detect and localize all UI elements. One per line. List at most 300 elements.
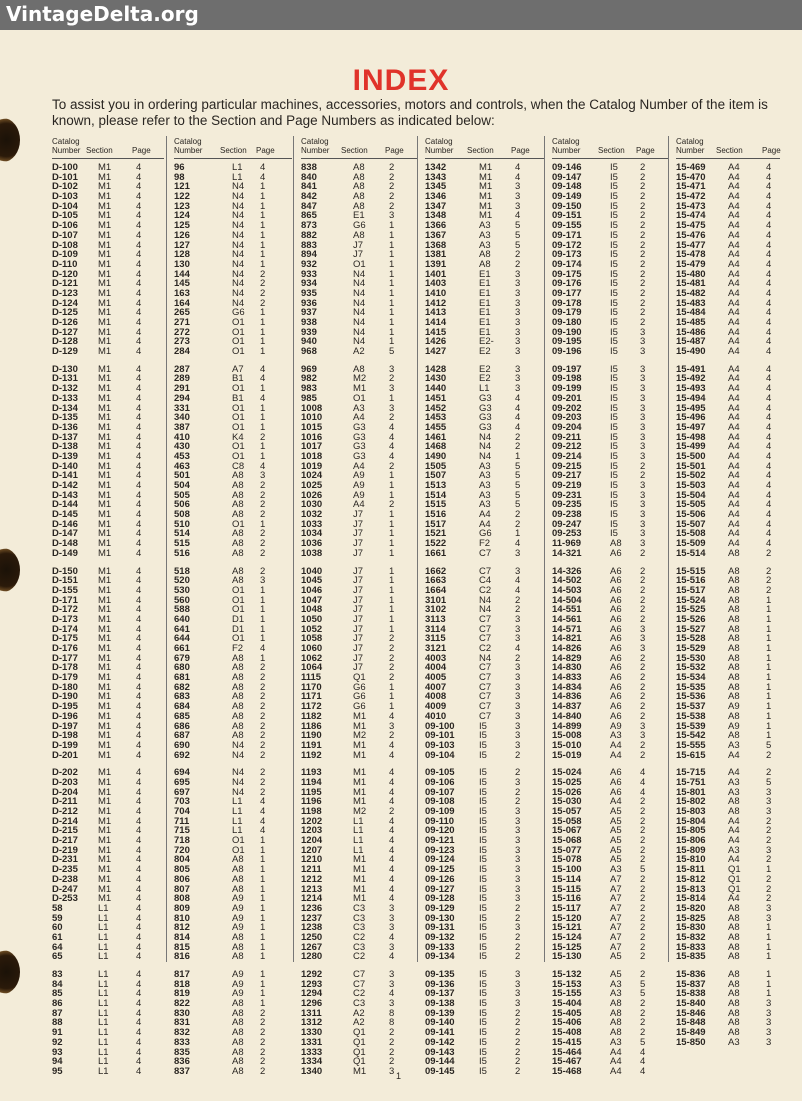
catalog-number: D-101 <box>52 171 78 183</box>
catalog-number: D-235 <box>52 864 78 876</box>
page: 3 <box>515 191 521 203</box>
index-group <box>174 970 292 1077</box>
index-row <box>676 751 780 761</box>
catalog-number: D-103 <box>52 191 78 203</box>
catalog-number: 1170 <box>301 681 322 693</box>
index-row <box>425 549 545 559</box>
page: 4 <box>766 499 772 511</box>
section: A3 <box>610 730 622 742</box>
page: 3 <box>515 815 521 827</box>
section: J7 <box>353 509 364 521</box>
section: A7 <box>610 893 622 905</box>
section: A9 <box>232 922 244 934</box>
section: A8 <box>232 672 244 684</box>
section: A8 <box>232 931 244 943</box>
catalog-number: 15-120 <box>552 912 582 924</box>
page: 3 <box>515 662 521 674</box>
page: 4 <box>136 210 142 222</box>
catalog-number: 15-077 <box>552 844 582 856</box>
binder-hole-top <box>0 118 20 162</box>
section: I5 <box>479 902 487 914</box>
page: 1 <box>766 701 772 713</box>
section: A9 <box>728 720 740 732</box>
section: A7 <box>610 912 622 924</box>
page: 4 <box>766 287 772 299</box>
section: A8 <box>353 191 365 203</box>
header-line2: Number <box>676 146 705 155</box>
catalog-number: D-177 <box>52 652 78 664</box>
page: 4 <box>515 402 521 414</box>
page: 4 <box>136 450 142 462</box>
catalog-number: 1062 <box>301 652 323 664</box>
page: 3 <box>515 835 521 847</box>
page: 2 <box>640 470 646 482</box>
section: A6 <box>610 672 622 684</box>
page: 1 <box>515 450 521 462</box>
catalog-number: 65 <box>52 951 63 963</box>
index-group <box>676 163 780 357</box>
section: A8 <box>232 681 244 693</box>
page: 1 <box>766 922 772 934</box>
page: 3 <box>515 346 521 358</box>
catalog-number: 15-499 <box>676 441 706 453</box>
section: I5 <box>610 392 618 404</box>
page: 4 <box>515 162 521 173</box>
section: M1 <box>98 786 112 798</box>
section: E2 <box>479 363 491 375</box>
section: A4 <box>728 402 740 414</box>
page: 2 <box>260 681 266 693</box>
section: I5 <box>610 431 618 443</box>
catalog-number: 1427 <box>425 346 447 358</box>
page: 4 <box>136 431 142 443</box>
catalog-number: 815 <box>174 941 190 953</box>
section: M1 <box>98 806 112 817</box>
catalog-number: 15-008 <box>552 730 582 742</box>
column-header <box>676 136 780 159</box>
catalog-number: 15-494 <box>676 392 706 404</box>
header-page: Page <box>132 146 151 155</box>
page: 1 <box>260 931 266 943</box>
catalog-number: 14-561 <box>552 613 582 625</box>
catalog-number: 894 <box>301 249 317 261</box>
catalog-number: 847 <box>301 200 317 212</box>
index-row <box>174 347 292 357</box>
catalog-number: 1514 <box>425 489 447 501</box>
catalog-number: 15-837 <box>676 978 706 990</box>
page: 4 <box>136 1046 142 1058</box>
section: J7 <box>353 528 364 540</box>
page: 2 <box>389 171 395 183</box>
section: O1 <box>232 450 245 462</box>
section: A4 <box>728 297 740 309</box>
page: 2 <box>260 1027 266 1039</box>
catalog-number: 1333 <box>301 1046 323 1058</box>
section: A8 <box>728 902 740 914</box>
section: M1 <box>98 181 112 193</box>
section: L1 <box>98 969 109 980</box>
catalog-number: 09-149 <box>552 191 582 203</box>
page: 2 <box>260 701 266 713</box>
section: A4 <box>728 470 740 482</box>
index-row <box>425 751 545 761</box>
section: A4 <box>610 796 622 808</box>
catalog-number: D-138 <box>52 441 78 453</box>
section: A4 <box>728 489 740 501</box>
page: 3 <box>515 883 521 895</box>
page: 1 <box>260 902 266 914</box>
page: 1 <box>260 249 266 261</box>
section: A8 <box>728 1017 740 1029</box>
section: M1 <box>98 623 112 635</box>
section: A3 <box>353 402 365 414</box>
catalog-number: 831 <box>174 1017 190 1029</box>
section: G6 <box>353 691 366 703</box>
section: N4 <box>232 210 245 222</box>
catalog-number: 15-813 <box>676 883 706 895</box>
page: 4 <box>766 278 772 290</box>
catalog-number: 15-803 <box>676 806 706 817</box>
catalog-number: 294 <box>174 392 190 404</box>
catalog-number: 812 <box>174 922 190 934</box>
section: A4 <box>728 499 740 511</box>
section: A8 <box>728 672 740 684</box>
catalog-number: 4007 <box>425 681 447 693</box>
section: A4 <box>728 518 740 530</box>
catalog-number: 1292 <box>301 969 323 980</box>
section: A6 <box>610 613 622 625</box>
section: I5 <box>479 786 487 798</box>
page: 1 <box>389 604 395 616</box>
catalog-number: 510 <box>174 518 190 530</box>
catalog-number: 09-140 <box>425 1017 455 1029</box>
catalog-number: 09-180 <box>552 317 582 328</box>
catalog-number: 1294 <box>301 988 323 1000</box>
catalog-number: 937 <box>301 307 317 319</box>
index-column-2 <box>174 136 292 1085</box>
section: A3 <box>479 499 491 511</box>
section: I5 <box>479 730 487 742</box>
header-section: Section <box>716 146 743 155</box>
catalog-number: 273 <box>174 336 190 348</box>
section: A6 <box>610 701 622 713</box>
section: A4 <box>728 200 740 212</box>
section: E1 <box>479 297 491 309</box>
section: A9 <box>610 720 622 732</box>
section: O1 <box>232 584 245 596</box>
catalog-number: 14-830 <box>552 662 582 674</box>
section: M1 <box>98 171 112 183</box>
catalog-number: 09-128 <box>425 893 455 905</box>
catalog-number: 711 <box>174 815 190 827</box>
catalog-number: 09-142 <box>425 1036 455 1048</box>
page: 1 <box>260 210 266 222</box>
section: I5 <box>479 835 487 847</box>
section: I5 <box>610 297 618 309</box>
catalog-number: 15-492 <box>676 373 706 385</box>
section: A8 <box>728 613 740 625</box>
catalog-number: 1182 <box>301 710 322 722</box>
page: 4 <box>640 1065 646 1077</box>
index-group <box>425 365 545 559</box>
index-row <box>301 347 417 357</box>
catalog-number: 15-846 <box>676 1007 706 1019</box>
page: 2 <box>389 181 395 193</box>
section: A6 <box>610 786 622 798</box>
section: N4 <box>232 249 245 261</box>
section: Q1 <box>353 672 366 684</box>
catalog-number: 09-175 <box>552 268 582 280</box>
page: 3 <box>766 998 772 1010</box>
catalog-number: 15-484 <box>676 307 706 319</box>
section: C3 <box>353 941 366 953</box>
section: A8 <box>728 730 740 742</box>
catalog-number: 287 <box>174 363 190 375</box>
section: A4 <box>728 421 740 433</box>
page: 5 <box>515 489 521 501</box>
page: 4 <box>515 643 521 654</box>
index-row <box>552 751 668 761</box>
section: M1 <box>353 710 367 722</box>
section: M1 <box>98 346 112 358</box>
catalog-number: D-130 <box>52 363 78 375</box>
page: 2 <box>515 912 521 924</box>
catalog-number: 124 <box>174 210 190 222</box>
page: 3 <box>640 480 646 491</box>
catalog-number: 15-130 <box>552 951 582 963</box>
page: 4 <box>136 480 142 491</box>
catalog-number: 09-108 <box>425 796 455 808</box>
catalog-number: D-199 <box>52 739 78 751</box>
section: A4 <box>728 171 740 183</box>
page: 1 <box>766 681 772 693</box>
section: K4 <box>232 431 244 443</box>
page: 3 <box>640 383 646 395</box>
index-group <box>174 365 292 559</box>
section: A4 <box>728 317 740 328</box>
page: 3 <box>389 1065 395 1077</box>
page: 2 <box>515 1065 521 1077</box>
catalog-number: 09-178 <box>552 297 582 309</box>
page: 4 <box>136 931 142 943</box>
page: 3 <box>515 373 521 385</box>
catalog-number: 09-253 <box>552 528 582 540</box>
section: I5 <box>610 249 618 261</box>
catalog-number: 4008 <box>425 691 447 703</box>
page: 4 <box>389 421 395 433</box>
page: 3 <box>640 489 646 501</box>
catalog-number: 125 <box>174 220 190 232</box>
page: 3 <box>515 336 521 348</box>
page: 2 <box>389 806 395 817</box>
section: I5 <box>610 470 618 482</box>
catalog-number: D-214 <box>52 815 78 827</box>
section: A8 <box>232 662 244 674</box>
page: 1 <box>260 623 266 635</box>
page: 3 <box>515 969 521 980</box>
page: 4 <box>136 691 142 703</box>
catalog-number: 61 <box>52 931 63 943</box>
section: L1 <box>353 844 364 856</box>
catalog-number: 164 <box>174 297 190 309</box>
section: A6 <box>610 652 622 664</box>
catalog-number: 1010 <box>301 412 323 424</box>
section: A4 <box>479 509 491 521</box>
page: 2 <box>640 815 646 827</box>
page: 2 <box>640 317 646 328</box>
page: 2 <box>389 162 395 173</box>
section: I5 <box>610 363 618 375</box>
page: 5 <box>389 346 395 358</box>
page: 5 <box>515 460 521 472</box>
catalog-number: 123 <box>174 200 190 212</box>
section: N4 <box>232 229 245 241</box>
catalog-number: 1237 <box>301 912 323 924</box>
page: 2 <box>515 604 521 616</box>
section: M1 <box>98 710 112 722</box>
section: I5 <box>479 815 487 827</box>
page: 4 <box>640 1056 646 1068</box>
catalog-number: 09-217 <box>552 470 582 482</box>
section: I5 <box>479 941 487 953</box>
catalog-number: 15-529 <box>676 643 706 654</box>
header-section: Section <box>598 146 625 155</box>
header-page: Page <box>385 146 404 155</box>
section: M2 <box>353 730 367 742</box>
section: N4 <box>353 317 366 328</box>
catalog-number: D-147 <box>52 528 78 540</box>
page: 3 <box>640 402 646 414</box>
page: 2 <box>515 249 521 261</box>
section: A4 <box>728 307 740 319</box>
page: 3 <box>389 998 395 1010</box>
catalog-number: 1430 <box>425 373 447 385</box>
catalog-number: 15-467 <box>552 1056 582 1068</box>
section: A8 <box>610 1027 622 1039</box>
catalog-number: 15-833 <box>676 941 706 953</box>
catalog-number: 1210 <box>301 854 323 866</box>
catalog-number: 14-321 <box>552 547 582 559</box>
catalog-number: 1030 <box>301 499 323 511</box>
catalog-number: 697 <box>174 786 190 798</box>
page: 4 <box>766 460 772 472</box>
catalog-number: 15-117 <box>552 902 582 914</box>
catalog-number: 09-198 <box>552 373 582 385</box>
page: 4 <box>640 1046 646 1058</box>
section: A8 <box>232 951 244 963</box>
catalog-number: 15-486 <box>676 326 706 338</box>
section: A8 <box>728 912 740 924</box>
section: I5 <box>610 258 618 270</box>
catalog-number: 935 <box>301 287 317 299</box>
page: 4 <box>136 181 142 193</box>
section: N4 <box>479 652 492 664</box>
catalog-number: 808 <box>174 893 190 905</box>
section: M1 <box>98 575 112 587</box>
section: A8 <box>610 998 622 1010</box>
catalog-number: 15-539 <box>676 720 706 732</box>
catalog-number: 1403 <box>425 278 447 290</box>
section: O1 <box>232 835 245 847</box>
catalog-number: 560 <box>174 594 190 606</box>
section: N4 <box>353 307 366 319</box>
section: C3 <box>353 902 366 914</box>
catalog-number: 1207 <box>301 844 323 856</box>
section: M1 <box>353 864 367 876</box>
page: 4 <box>389 864 395 876</box>
catalog-number: 15-125 <box>552 941 582 953</box>
page: 4 <box>389 796 395 808</box>
column-header <box>425 136 545 159</box>
page: 1 <box>260 307 266 319</box>
page: 4 <box>136 594 142 606</box>
catalog-number: 15-840 <box>676 998 706 1010</box>
catalog-number: 14-571 <box>552 623 582 635</box>
section: M1 <box>98 739 112 751</box>
catalog-number: 4005 <box>425 672 447 684</box>
page: 4 <box>515 538 521 550</box>
catalog-number: 679 <box>174 652 190 664</box>
page: 4 <box>136 1065 142 1077</box>
page: 2 <box>640 662 646 674</box>
catalog-number: 1196 <box>301 796 322 808</box>
catalog-number: 15-542 <box>676 730 706 742</box>
section: B1 <box>232 392 244 404</box>
page: 4 <box>136 336 142 348</box>
page: 4 <box>260 392 266 404</box>
catalog-number: 09-107 <box>425 786 455 798</box>
page: 3 <box>389 978 395 990</box>
page: 1 <box>260 893 266 905</box>
catalog-number: D-120 <box>52 268 78 280</box>
catalog-number: 1202 <box>301 815 323 827</box>
catalog-number: 60 <box>52 922 63 934</box>
page: 3 <box>640 538 646 550</box>
catalog-number: 09-145 <box>425 1065 455 1077</box>
section: E2- <box>479 336 494 348</box>
page: 2 <box>766 835 772 847</box>
section: O1 <box>232 317 245 328</box>
page: 4 <box>136 412 142 424</box>
catalog-number: 1330 <box>301 1027 323 1039</box>
page: 2 <box>515 594 521 606</box>
section: A4 <box>728 509 740 521</box>
section: G3 <box>353 431 366 443</box>
section: N4 <box>232 239 245 251</box>
catalog-number: D-180 <box>52 681 78 693</box>
catalog-number: D-201 <box>52 749 78 761</box>
section: A8 <box>479 249 491 261</box>
page: 3 <box>389 922 395 934</box>
page: 4 <box>766 239 772 251</box>
catalog-number: 1015 <box>301 421 323 433</box>
section: A3 <box>610 988 622 1000</box>
section: M1 <box>98 815 112 827</box>
index-group <box>52 567 164 761</box>
section: A3 <box>479 489 491 501</box>
catalog-number: D-140 <box>52 460 78 472</box>
catalog-number: 516 <box>174 547 190 559</box>
catalog-number: D-144 <box>52 499 78 511</box>
column-divider <box>166 136 167 962</box>
catalog-number: 15-525 <box>676 604 706 616</box>
section: A9 <box>353 480 365 491</box>
catalog-number: 1662 <box>425 565 447 577</box>
catalog-number: D-110 <box>52 258 78 270</box>
section: O1 <box>232 383 245 395</box>
catalog-number: 15-501 <box>676 460 706 472</box>
section: A8 <box>728 978 740 990</box>
